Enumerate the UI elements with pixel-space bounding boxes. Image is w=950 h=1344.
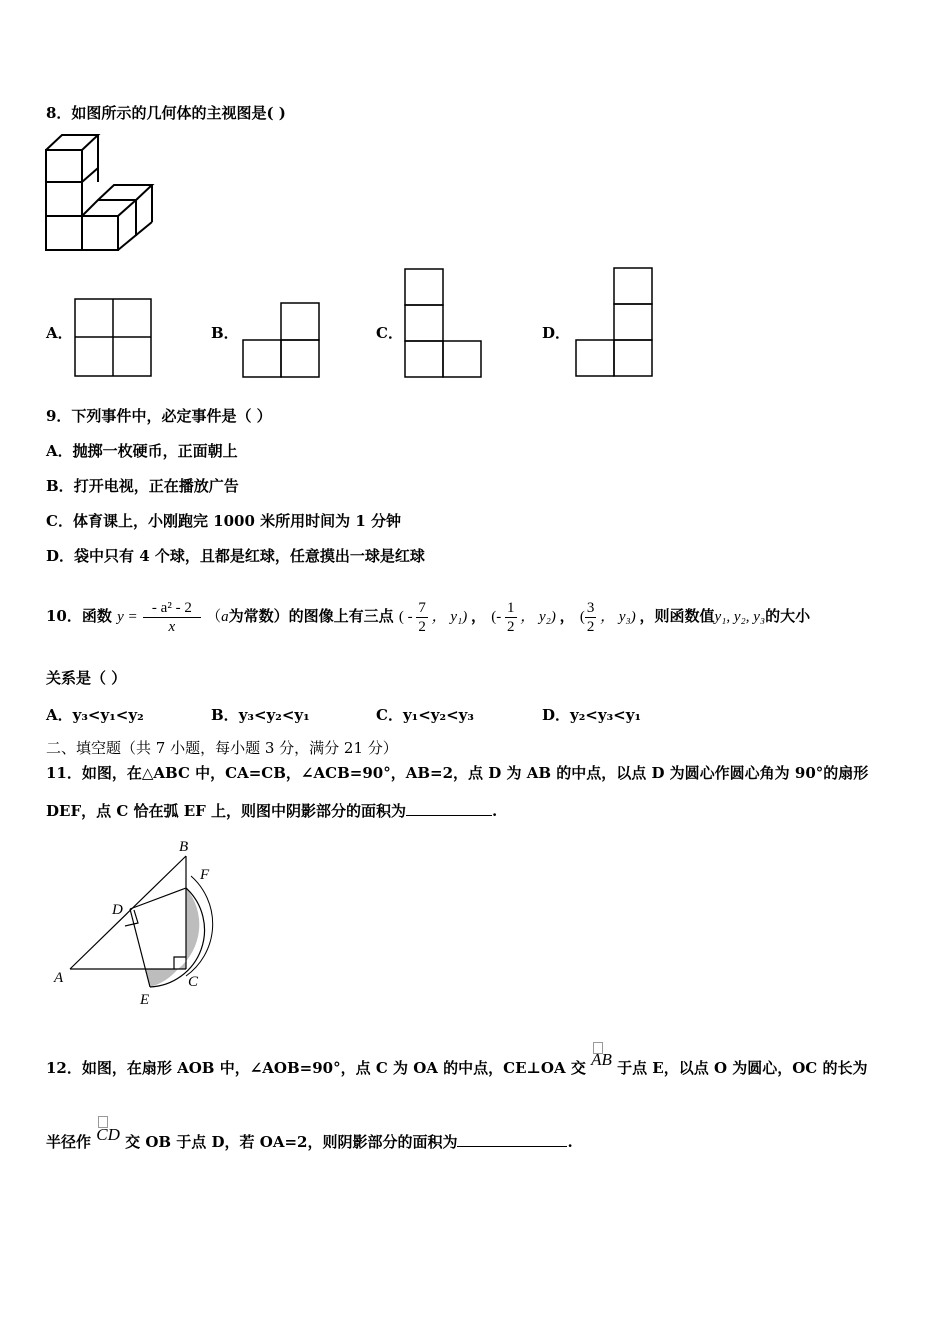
q10-option-c-text: y₁<y₂<y₃	[402, 706, 474, 724]
q11-label-b: B	[179, 839, 189, 855]
q12-line2	[46, 1125, 573, 1152]
q10-option-a-text: y₃<y₁<y₂	[72, 706, 144, 724]
q10-suffix: 的大小	[765, 607, 811, 625]
q10-vars: y₁, y₂, y₃	[714, 609, 766, 625]
q8-option-a-figure[interactable]	[74, 298, 152, 378]
q11-figure	[50, 836, 220, 1012]
q10-p3-fraction	[585, 599, 597, 636]
q9-option-c-label: C．	[46, 512, 73, 530]
q10-option-c-label: C．	[376, 706, 403, 724]
q9-option-d-label: D．	[46, 547, 75, 565]
q10-p1-tail: ， y₁)	[431, 609, 468, 625]
q8-option-c-label[interactable]: C．	[376, 324, 403, 342]
q10-option-a[interactable]	[46, 704, 144, 725]
q10-p1-fraction	[416, 599, 428, 636]
q9-option-a-text: 抛掷一枚硬币，正面朝上	[72, 442, 238, 460]
q10-point-3	[579, 600, 640, 636]
q8-option-d-figure[interactable]	[575, 267, 653, 377]
q10-note-open: （	[206, 607, 222, 625]
q10-stem	[46, 586, 810, 646]
q11-line2-text: DEF，点 C 恰在弧 EF 上，则图中阴影部分的面积为	[46, 802, 407, 820]
q12-line2-a: 半径作	[46, 1133, 92, 1151]
q10-option-b-label: B．	[211, 706, 239, 724]
q8-option-b-figure[interactable]	[242, 302, 320, 378]
q10-prefix: 10．函数	[46, 607, 112, 625]
q9-option-a-label: A．	[46, 442, 73, 460]
q12-arc-cd-text: CD	[96, 1125, 120, 1144]
q10-option-a-label: A．	[46, 706, 73, 724]
q10-option-d-text: y₂<y₃<y₁	[570, 706, 642, 724]
q10-note-close: 为常数）的图像上有三点	[228, 607, 394, 625]
q11-label-e: E	[140, 992, 150, 1008]
q10-p3-den: 2	[586, 619, 595, 636]
q9-option-d[interactable]	[46, 546, 425, 566]
q9-option-c[interactable]	[46, 511, 401, 531]
q9-option-c-text: 体育课上，小刚跑完 1000 米所用时间为 1 分钟	[72, 512, 402, 530]
q11-line2	[46, 801, 497, 821]
q9-option-a[interactable]	[46, 441, 238, 461]
q10-fraction-numerator: - a² - 2	[143, 599, 201, 618]
q8-solid-figure	[40, 130, 160, 256]
q9-stem: 9．下列事件中，必定事件是（ ）	[46, 407, 272, 425]
q8-option-a-label[interactable]: A．	[46, 324, 73, 342]
q10-p1-den: 2	[418, 619, 426, 636]
q12-arc-ab	[591, 1050, 612, 1078]
q12-arc-ab-text: AB	[591, 1050, 612, 1069]
q11-line2-end: .	[492, 802, 498, 820]
q10-p2-num: 1	[507, 600, 515, 617]
q12-line1-b: 于点 E，以点 O 为圆心，OC 的长为	[617, 1059, 868, 1077]
q12-line1-a: 12．如图，在扇形 AOB 中，∠AOB=90°，点 C 为 OA 的中点，CE⊥OA 交	[46, 1059, 586, 1077]
q11-label-a: A	[54, 970, 64, 986]
section2-title: 二、填空题（共 7 小题，每小题 3 分，满分 21 分）	[46, 739, 398, 757]
q10-point-2	[491, 600, 559, 636]
q8-option-c-figure[interactable]	[404, 268, 482, 378]
q11-line1: 11．如图，在△ABC 中，CA=CB，∠ACB=90°，AB=2，点 D 为 AB 的中点，以点 D 为圆心作圆心角为 90°的扇形	[46, 764, 869, 782]
q10-line2: 关系是（ ）	[46, 669, 127, 687]
q10-p3-num: 3	[586, 600, 595, 617]
q10-p1-open: ( -	[398, 609, 413, 625]
q12-arc-cd	[96, 1125, 120, 1152]
q9-option-b[interactable]	[46, 476, 239, 496]
q10-sep-1: ，	[471, 607, 487, 625]
q10-option-d[interactable]	[542, 704, 641, 725]
q10-a-var: a	[221, 609, 229, 625]
q10-p3-tail: ， y₃)	[600, 609, 636, 625]
q10-p2-fraction	[505, 599, 517, 636]
q11-label-d: D	[112, 902, 123, 918]
q10-function-fraction	[143, 599, 201, 636]
q11-label-c: C	[188, 974, 199, 990]
q10-option-c[interactable]	[376, 704, 474, 725]
q10-p2-open: (-	[491, 609, 502, 625]
q10-p2-den: 2	[507, 619, 515, 636]
q10-sep-2: ，	[559, 607, 575, 625]
q8-stem: 8．如图所示的几何体的主视图是( )	[46, 104, 286, 122]
q10-p1-num: 7	[418, 600, 426, 617]
q9-option-b-text: 打开电视，正在播放广告	[73, 477, 239, 495]
q12-line2-end: .	[567, 1133, 573, 1151]
q11-answer-blank[interactable]	[406, 815, 492, 816]
q12-answer-blank[interactable]	[457, 1146, 567, 1147]
q9-option-b-label: B．	[46, 477, 74, 495]
q10-p2-tail: ， y₂)	[520, 609, 556, 625]
q12-line1	[46, 1050, 868, 1078]
q11-label-f: F	[200, 867, 210, 883]
q10-option-b-text: y₃<y₂<y₁	[238, 706, 310, 724]
q8-option-d-label[interactable]: D．	[542, 324, 571, 342]
q9-option-d-text: 袋中只有 4 个球，且都是红球，任意摸出一球是红球	[74, 547, 425, 565]
q10-y-eq: y =	[117, 609, 138, 625]
q12-line2-b: 交 OB 于点 D，若 OA=2，则阴影部分的面积为	[125, 1133, 458, 1151]
q10-fraction-denominator: x	[168, 618, 176, 635]
q10-point-1	[398, 600, 471, 636]
q8-option-b-label[interactable]: B．	[211, 324, 239, 342]
q10-p3-open: (	[579, 609, 585, 625]
q10-option-b[interactable]	[211, 704, 310, 725]
q10-mid: ，则函数值	[639, 607, 715, 625]
q10-option-d-label: D．	[542, 706, 571, 724]
